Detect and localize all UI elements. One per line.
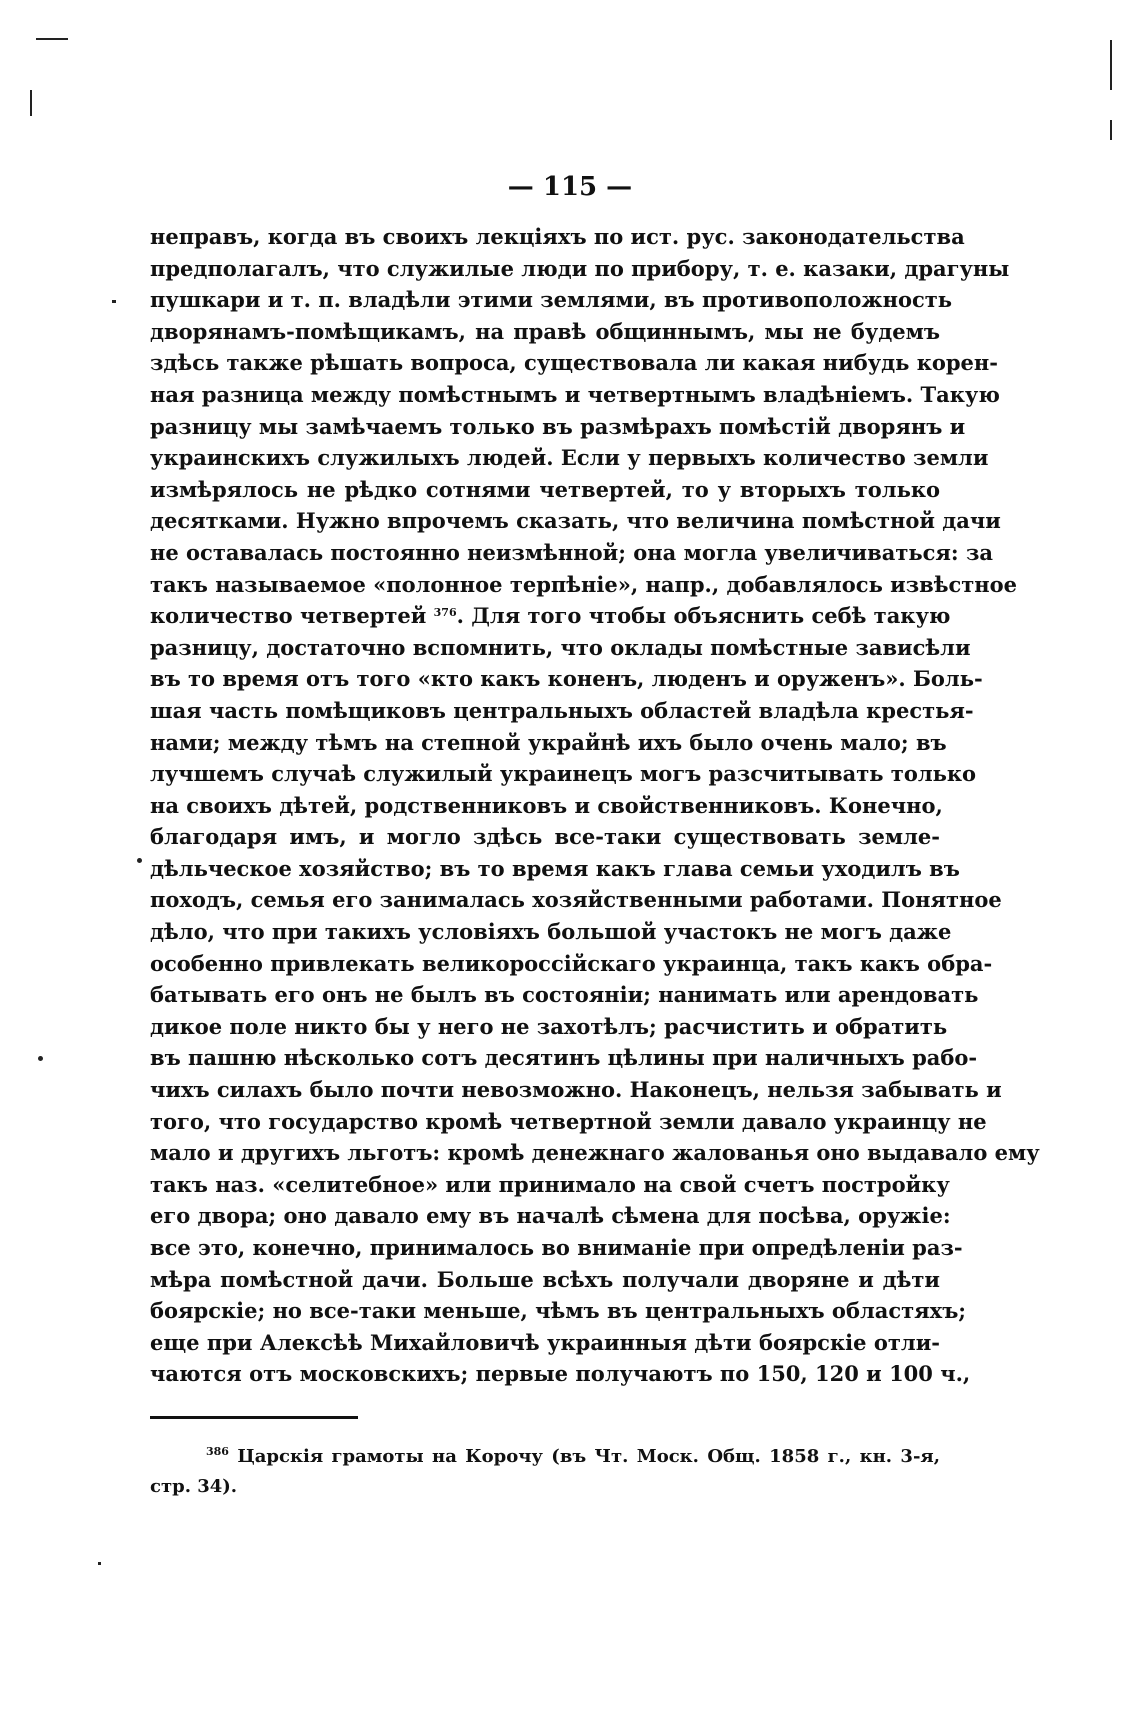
text-line: все это, конечно, принималось во вниманіе при опредѣленіи раз-	[150, 1235, 963, 1260]
text-line: въ то время отъ того «кто какъ коненъ, люденъ и оруженъ». Боль-	[150, 666, 983, 692]
text-line: походъ, семья его занималась хозяйственными работами. Понятное	[150, 887, 1002, 913]
text-line: особенно привлекать великороссійскаго украинца, такъ какъ обра-	[150, 950, 993, 976]
footnote	[150, 1442, 940, 1502]
text-line: чаются отъ московскихъ; первые получаютъ по 150, 120 и 100 ч.,	[150, 1361, 971, 1387]
text-line: въ пашню нѣсколько сотъ десятинъ цѣлины при наличныхъ рабо-	[150, 1045, 978, 1071]
text-line: неправъ, когда въ своихъ лекціяхъ по ист. рус. законодательства	[150, 224, 965, 249]
text-line: мѣра помѣстной дачи. Больше всѣхъ получали дворяне и дѣти	[150, 1266, 940, 1292]
text-line: разницу мы замѣчаемъ только въ размѣрахъ помѣстій дворянъ и	[150, 413, 966, 439]
footnote-text: Царскія грамоты на Корочу (въ Чт. Моск. Общ. 1858 г., кн. 3-я,	[237, 1446, 940, 1467]
scan-dot-2	[137, 858, 142, 863]
text-line: на своихъ дѣтей, родственниковъ и свойственниковъ. Конечно,	[150, 792, 943, 818]
text-line: дѣло, что при такихъ условіяхъ большой участокъ не могъ даже	[150, 919, 952, 945]
text-line: не оставалась постоянно неизмѣнной; она могла увеличиваться: за	[150, 539, 993, 565]
scan-dot-1	[112, 300, 116, 303]
text-line: здѣсь также рѣшать вопроса, существовала ли какая нибудь корен-	[150, 350, 999, 376]
text-line: разницу, достаточно вспомнить, что оклады помѣстные зависѣли	[150, 634, 971, 660]
text-line-with-note	[150, 600, 951, 632]
text-line: дикое поле никто бы у него не захотѣлъ; расчистить и обратить	[150, 1013, 948, 1039]
footnote-divider	[150, 1416, 358, 1419]
scan-mark-top-left	[36, 38, 68, 40]
scan-mark-right-top	[1110, 40, 1112, 90]
text-line: дворянамъ-помѣщикамъ, на правѣ общиннымъ, мы не будемъ	[150, 318, 940, 344]
text-line: ная разница между помѣстнымъ и четвертнымъ владѣніемъ. Такую	[150, 381, 1000, 407]
text-line-start: количество четвертей	[150, 603, 427, 629]
text-line: батывать его онъ не былъ въ состояніи; нанимать или арендовать	[150, 982, 979, 1008]
text-line: нами; между тѣмъ на степной украйнѣ ихъ было очень мало; въ	[150, 729, 947, 755]
text-line: пушкари и т. п. владѣли этими землями, въ противоположность	[150, 287, 953, 313]
text-line: предполагалъ, что служилые люди по прибору, т. е. казаки, драгуны	[150, 255, 1010, 281]
text-line: такъ называемое «полонное терпѣніе», напр., добавлялось извѣстное	[150, 571, 1018, 597]
text-line: мало и другихъ льготъ: кромѣ денежнаго жалованья оно выдавало ему	[150, 1140, 1040, 1166]
text-line: благодаря имъ, и могло здѣсь все-таки существовать земле-	[150, 824, 940, 850]
note-reference: 376	[433, 606, 457, 620]
scan-mark-right-mid	[1110, 120, 1112, 140]
scan-mark-left	[30, 90, 32, 116]
scan-dot-3	[38, 1056, 43, 1061]
page-number: — 115 —	[507, 172, 633, 202]
text-line: его двора; оно давало ему въ началѣ сѣмена для посѣва, оружіе:	[150, 1203, 951, 1229]
text-line: десятками. Нужно впрочемъ сказать, что величина помѣстной дачи	[150, 508, 1001, 534]
body-text	[150, 221, 1040, 1390]
text-line: того, что государство кромѣ четвертной земли давало украинцу не	[150, 1108, 987, 1134]
text-line: шая часть помѣщиковъ центральныхъ областей владѣла крестья-	[150, 697, 974, 723]
text-line: боярскіе; но все-таки меньше, чѣмъ въ центральныхъ областяхъ;	[150, 1298, 967, 1324]
text-line: такъ наз. «селитебное» или принимало на свой счетъ постройку	[150, 1171, 950, 1197]
footnote-marker: 386	[206, 1445, 229, 1458]
scan-dot-4	[98, 1562, 101, 1565]
footnote-line: стр. 34).	[150, 1476, 238, 1497]
text-line: лучшемъ случаѣ служилый украинецъ могъ разсчитывать только	[150, 761, 977, 787]
text-line: измѣрялось не рѣдко сотнями четвертей, то у вторыхъ только	[150, 476, 940, 502]
text-line: чихъ силахъ было почти невозможно. Наконецъ, нельзя забывать и	[150, 1077, 1002, 1103]
footnote-line	[150, 1442, 940, 1472]
text-line: еще при Алексѣѣ Михайловичѣ украинныя дѣти боярскіе отли-	[150, 1329, 940, 1355]
text-line: украинскихъ служилыхъ людей. Если у первыхъ количество земли	[150, 445, 989, 471]
text-line: дѣльческое хозяйство; въ то время какъ глава семьи уходилъ въ	[150, 855, 960, 881]
text-line-end: . Для того чтобы объяснить себѣ такую	[456, 603, 951, 629]
